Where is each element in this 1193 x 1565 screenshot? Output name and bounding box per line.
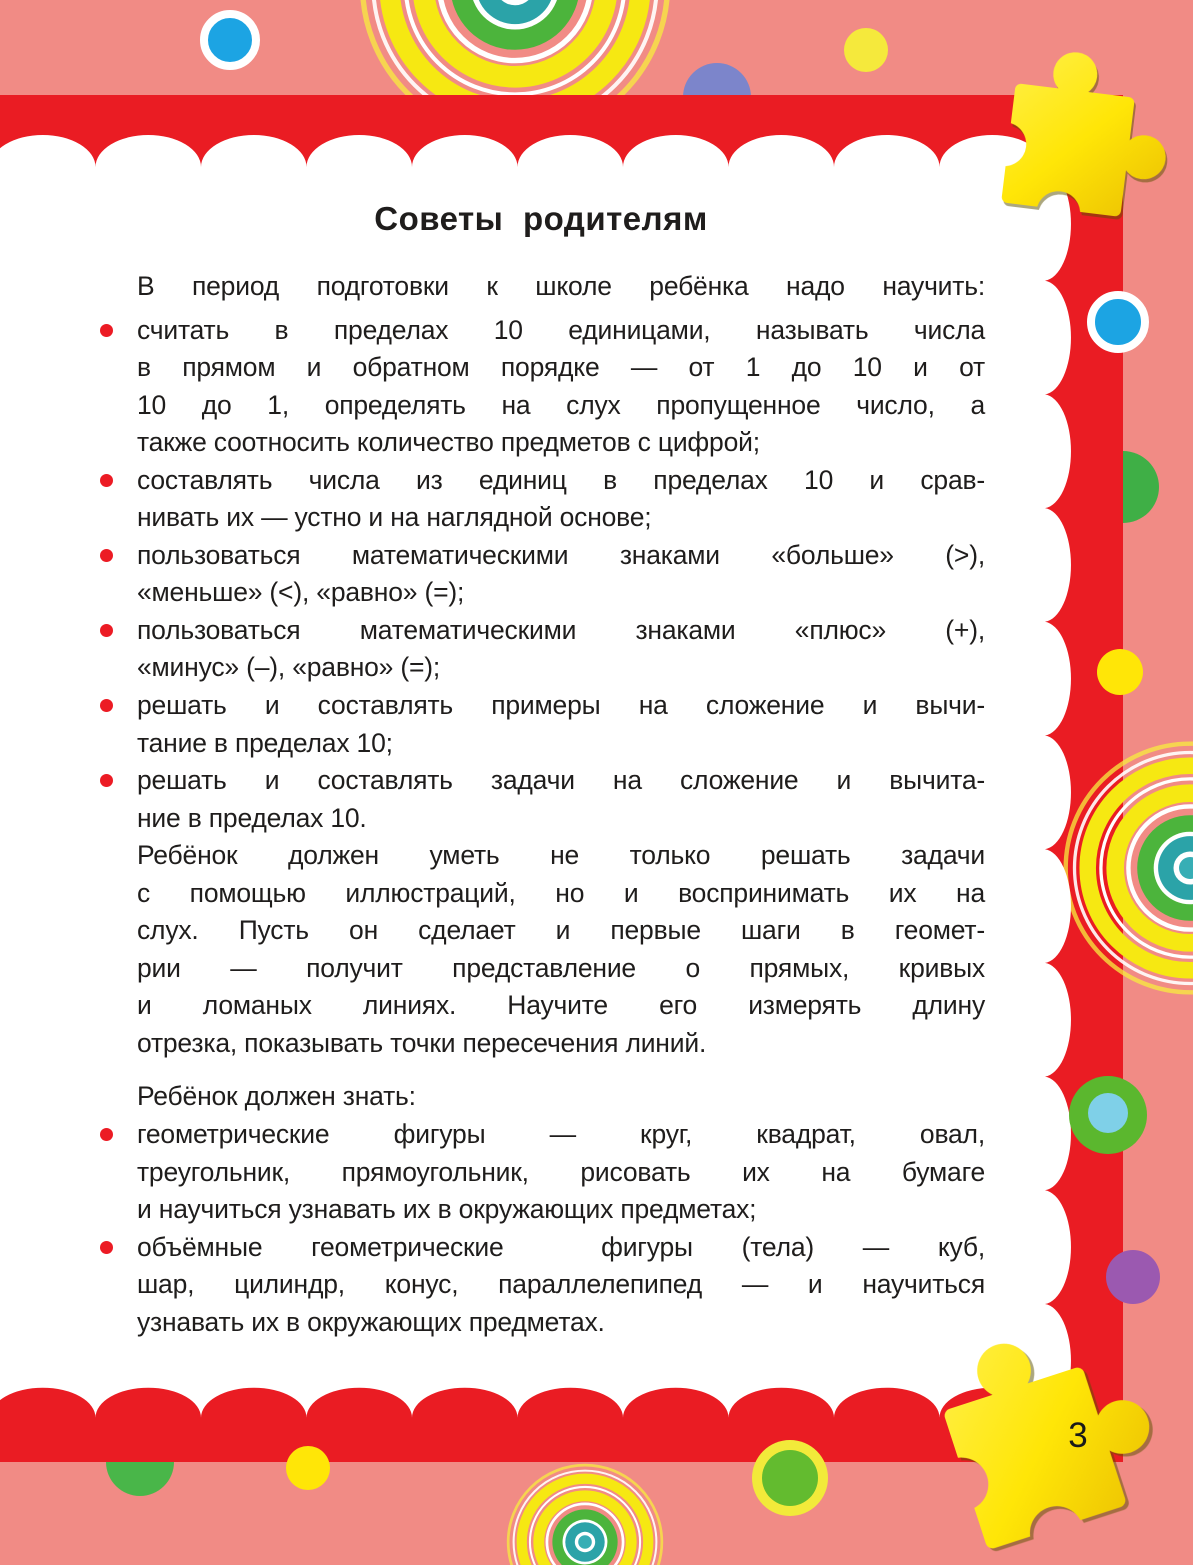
text-line: составлять числа из единиц в пределах 10 и срав- (137, 464, 985, 495)
paragraph (97, 268, 985, 306)
text-line: с помощью иллюстраций, но и воспринимать их на (137, 877, 985, 908)
bullet-dot-icon (100, 1241, 113, 1254)
bullet-dot-icon (100, 699, 113, 712)
bullet-item (97, 687, 985, 762)
bullet-dot-icon (100, 774, 113, 787)
text-line: слух. Пусть он сделает и первые шаги в геомет- (137, 915, 985, 946)
text-line: В период подготовки к школе ребёнка надо научить: (137, 271, 985, 301)
page-content (97, 200, 985, 1341)
bullet-item (97, 1116, 985, 1229)
text-line: шар, цилиндр, конус, параллелепипед — и научиться (137, 1269, 985, 1300)
text-line: ние в пределах 10. (137, 802, 367, 833)
text-line: также соотносить количество предметов с цифрой; (137, 427, 760, 458)
bullet-item (97, 762, 985, 837)
text-line: в прямом и обратном порядке — от 1 до 10 и от (137, 352, 985, 383)
text-line: считать в пределах 10 единицами, называть числа (137, 314, 985, 345)
text-line: треугольник, прямоугольник, рисовать их на бумаге (137, 1156, 985, 1187)
text-line: геометрические фигуры — круг, квадрат, овал, (137, 1119, 985, 1150)
page-title: Советы родителям (374, 200, 708, 237)
bullet-item (97, 312, 985, 462)
bullet-item (97, 462, 985, 537)
decor-circle-green-blue (1069, 1076, 1147, 1154)
text-line: решать и составлять примеры на сложение и вычи- (137, 690, 985, 721)
decor-circle-blue-top (204, 14, 256, 66)
text-line: нивать их — устно и на наглядной основе; (137, 502, 652, 533)
text-line: Ребёнок должен уметь не только решать задачи (137, 840, 985, 871)
paragraph (97, 1078, 985, 1116)
text-line: рии — получит представление о прямых, кривых (137, 952, 985, 983)
bullet-dot-icon (100, 324, 113, 337)
bullet-dot-icon (100, 1128, 113, 1141)
text-line: объёмные геометрические фигуры (тела) — куб, (137, 1231, 985, 1262)
text-line: и ломаных линиях. Научите его измерять длину (137, 990, 985, 1021)
text-line: 10 до 1, определять на слух пропущенное число, а (137, 389, 985, 420)
bullet-dot-icon (100, 624, 113, 637)
page-number: 3 (1068, 1416, 1088, 1455)
decor-circle-yellow-right (1097, 649, 1143, 695)
decor-circle-yellow-top (844, 28, 888, 72)
decor-circle-yellow-bottom-left (286, 1446, 330, 1490)
text-line: Ребёнок должен знать: (137, 1081, 416, 1112)
paragraph (97, 837, 985, 1062)
text-line: отрезка, показывать точки пересечения линий. (137, 1027, 707, 1058)
bullet-item (97, 1229, 985, 1342)
text-line: пользоваться математическими знаками «плюс» (+), (137, 614, 985, 645)
decor-circle-yellow-green (752, 1440, 828, 1516)
bullet-item (97, 537, 985, 612)
text-line: «минус» (–), «равно» (=); (137, 652, 441, 683)
text-line: решать и составлять задачи на сложение и вычита- (137, 765, 985, 796)
text-line: пользоваться математическими знаками «больше» (>), (137, 539, 985, 570)
text-line: тание в пределах 10; (137, 727, 393, 758)
bullet-dot-icon (100, 474, 113, 487)
text-line: «меньше» (<), «равно» (=); (137, 577, 465, 608)
bullet-item (97, 612, 985, 687)
bullet-dot-icon (100, 549, 113, 562)
text-line: и научиться узнавать их в окружающих предметах; (137, 1194, 757, 1225)
text-line: узнавать их в окружающих предметах. (137, 1306, 605, 1337)
decor-circle-blue-right (1091, 295, 1145, 349)
text-blocks (97, 268, 985, 1341)
